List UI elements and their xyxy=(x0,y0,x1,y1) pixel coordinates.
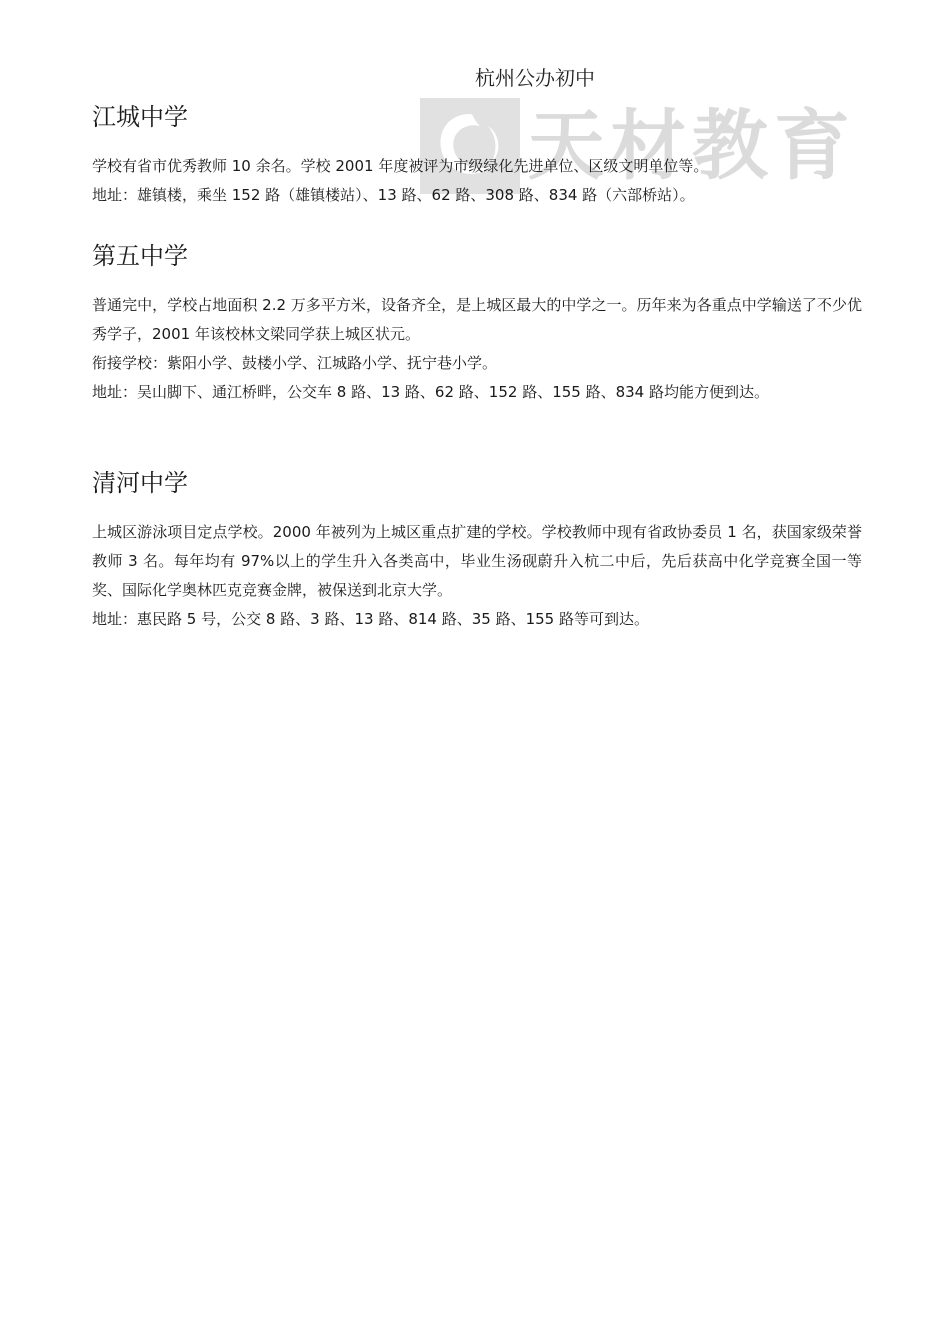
school-heading: 清河中学 xyxy=(92,469,188,497)
school-section-diwu xyxy=(92,239,862,407)
school-section-jiangcheng xyxy=(92,100,862,210)
watermark-text: 天材教育 xyxy=(528,101,856,190)
school-description: 上城区游泳项目定点学校。2000 年被列为上城区重点扩建的学校。学校教师中现有省政协委员 1 名，获国家级荣誉教师 3 名。每年均有 97%以上的学生升入各类高中，毕业生汤砚蔚升入杭二中后，先后获高中化学竞赛全国一等奖、国际化学奥林匹克竞赛金牌，被保送到北京大学。 xyxy=(92,523,862,599)
school-heading: 江城中学 xyxy=(92,103,188,131)
school-section-qinghe xyxy=(92,466,862,634)
school-description: 学校有省市优秀教师 10 余名。学校 2001 年度被评为市级绿化先进单位、区级文明单位等。 xyxy=(92,157,709,175)
school-address: 地址：吴山脚下、通江桥畔，公交车 8 路、13 路、62 路、152 路、155 路、834 路均能方便到达。 xyxy=(92,383,769,401)
school-feeder-schools: 衔接学校：紫阳小学、鼓楼小学、江城路小学、抚宁巷小学。 xyxy=(92,354,498,372)
document-title: 杭州公办初中 xyxy=(475,66,595,90)
school-address: 地址：雄镇楼，乘坐 152 路（雄镇楼站）、13 路、62 路、308 路、834 路（六部桥站）。 xyxy=(92,186,695,204)
school-heading: 第五中学 xyxy=(92,242,188,270)
school-description: 普通完中，学校占地面积 2.2 万多平方米，设备齐全，是上城区最大的中学之一。历年来为各重点中学输送了不少优秀学子，2001 年该校林文梁同学获上城区状元。 xyxy=(92,296,862,343)
school-address: 地址：惠民路 5 号，公交 8 路、3 路、13 路、814 路、35 路、155 路等可到达。 xyxy=(92,610,649,628)
